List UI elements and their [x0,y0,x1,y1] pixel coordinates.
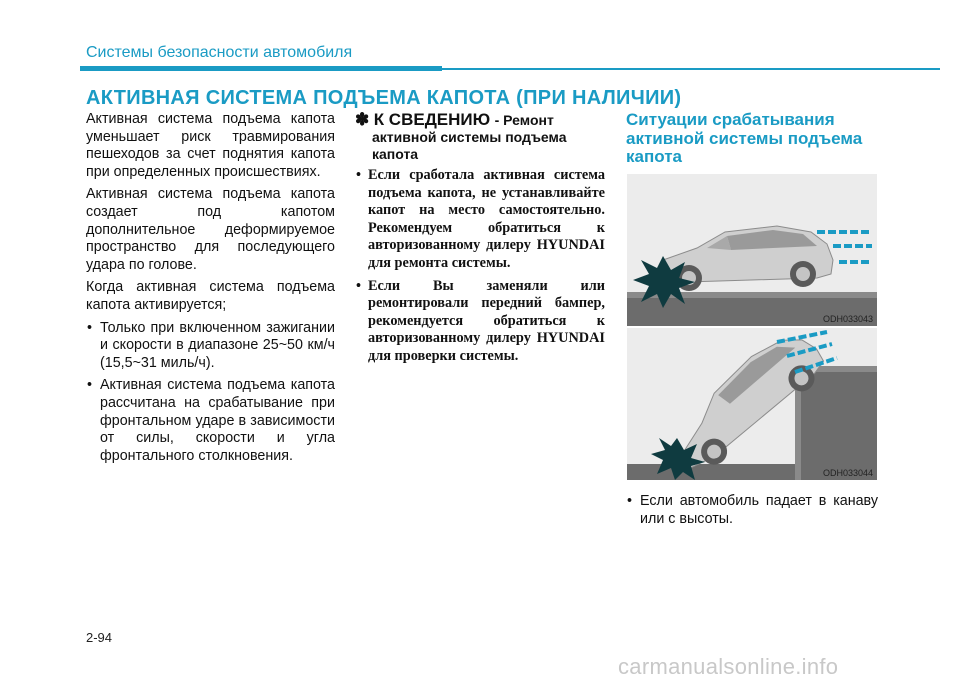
image-code: ODH033044 [822,468,873,478]
info-list [355,167,605,366]
activation-conditions-list [86,320,335,466]
list-item: • Если сработала активная система подъема капота, не устанавливайте капот на место самостоятельно. Рекомендуем обратиться к авторизованному дилеру HYUNDAI для ремонта системы. [355,167,605,273]
car-impact-drawing [627,174,877,326]
column-right [626,111,878,177]
column-middle [355,111,605,371]
column-left [86,111,335,470]
list-item: • Активная система подъема капота рассчитана на срабатывание при фронтальном ударе в зависимости от силы, скорости и угла фронтального столкновения. [86,377,335,465]
list-item: • Если Вы заменяли или ремонтировали передний бампер, рекомендуется обратиться к авторизованному дилеру HYUNDAI для проверки системы. [355,278,605,366]
page-title: АКТИВНАЯ СИСТЕМА ПОДЪЕМА КАПОТА (ПРИ НАЛИЧИИ) [86,87,682,109]
header-rule-thick [80,66,442,71]
header-rule-thin [442,68,940,70]
page-number: 2-94 [86,630,113,645]
info-title: - Ремонт [494,112,554,128]
situation-list [626,493,878,533]
image-code: ODH033043 [822,314,873,324]
situations-heading: Ситуации срабатывания активной системы подъема капота [626,110,863,166]
paragraph-space: Активная система подъема капота создает под капотом дополнительное деформируемое пространство для последующего удара по голове. [86,186,335,273]
info-subtitle: активной системы подъема капота [372,129,567,162]
illustration-car-impact [627,174,877,326]
section-title: Системы безопасности автомобиля [86,44,353,61]
illustration-car-fall [627,328,877,480]
paragraph-intro: Активная система подъема капота уменьшает риск травмирования пешеходов за счет поднятия капота при определенных происшествиях. [86,111,335,180]
info-heading [355,111,605,129]
watermark: carmanualsonline.info [618,654,839,679]
asterisk-icon: ✽ [355,110,370,129]
list-item: • Только при включенном зажигании и скорости в диапазоне 25~50 км/ч (15,5~31 миль/ч). [86,320,335,373]
list-item: • Если автомобиль падает в канаву или с высоты. [626,493,878,528]
car-fall-drawing [627,328,877,480]
paragraph-activation: Когда активная система подъема капота активируется; [86,279,335,313]
info-label: К СВЕДЕНИЮ [373,110,491,129]
